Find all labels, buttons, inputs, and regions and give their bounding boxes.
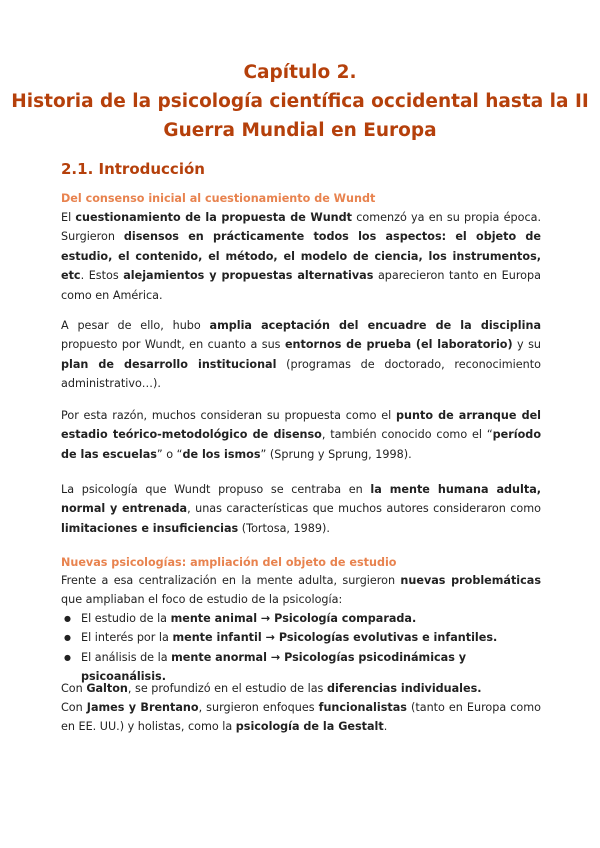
paragraph-punto-arranque: Por esta razón, muchos consideran su propuesta como el punto de arranque del estadio teórico-metodológico de disenso, también conocido como el “período de las escuelas” o “de los ismos” (Sprung y Sprung, 1998).	[61, 409, 542, 461]
bullet-list	[61, 609, 541, 687]
paragraph-james-brentano: Con James y Brentano, surgieron enfoques funcionalistas (tanto en Europa como en EE. UU.) y holistas, como la psicología de la Gestalt.	[61, 701, 541, 734]
paragraph-nuevas-problematicas: Frente a esa centralización en la mente adulta, surgieron nuevas problemáticas que ampliaban el foco de estudio de la psicología:	[61, 574, 541, 607]
paragraph-galton: Con Galton, se profundizó en el estudio de las diferencias individuales.	[61, 682, 482, 695]
chapter-title-line2: Guerra Mundial en Europa	[163, 120, 437, 141]
list-item: ● El estudio de la mente animal → Psicología comparada.	[61, 609, 541, 628]
chapter-number: Capítulo 2.	[243, 62, 357, 83]
chapter-title-line1: Historia de la psicología científica occidental hasta la II	[11, 91, 589, 112]
paragraph-mente-humana: La psicología que Wundt propuso se centraba en la mente humana adulta, normal y entrenada, unas características que muchos autores consideraron como limitaciones e insuficiencias (Tortosa, 1989).	[61, 483, 541, 535]
list-item: ● El análisis de la mente anormal → Psicologías psicodinámicas y psicoanálisis.	[61, 648, 541, 687]
paragraph-cuestionamiento: El cuestionamiento de la propuesta de Wundt comenzó ya en su propia época. Surgieron disensos en prácticamente todos los aspectos: el objeto de estudio, el contenido, el método, el modelo de ciencia, los instrumentos, etc. Estos alejamientos y propuestas alternativas aparecieron tanto en Europa como en América.	[61, 211, 542, 302]
paragraph-aceptacion: A pesar de ello, hubo amplia aceptación del encuadre de la disciplina propuesto por Wundt, en cuanto a sus entornos de prueba (el laboratorio) y su plan de desarrollo institucional (programas de doctorado, reconocimiento administrativo…).	[61, 319, 541, 391]
subheading-consenso: Del consenso inicial al cuestionamiento de Wundt	[61, 192, 376, 205]
subheading-nuevas-psicologias: Nuevas psicologías: ampliación del objeto de estudio	[61, 556, 397, 569]
section-heading: 2.1. Introducción	[61, 160, 205, 178]
list-item: ● El interés por la mente infantil → Psicologías evolutivas e infantiles.	[61, 628, 541, 647]
